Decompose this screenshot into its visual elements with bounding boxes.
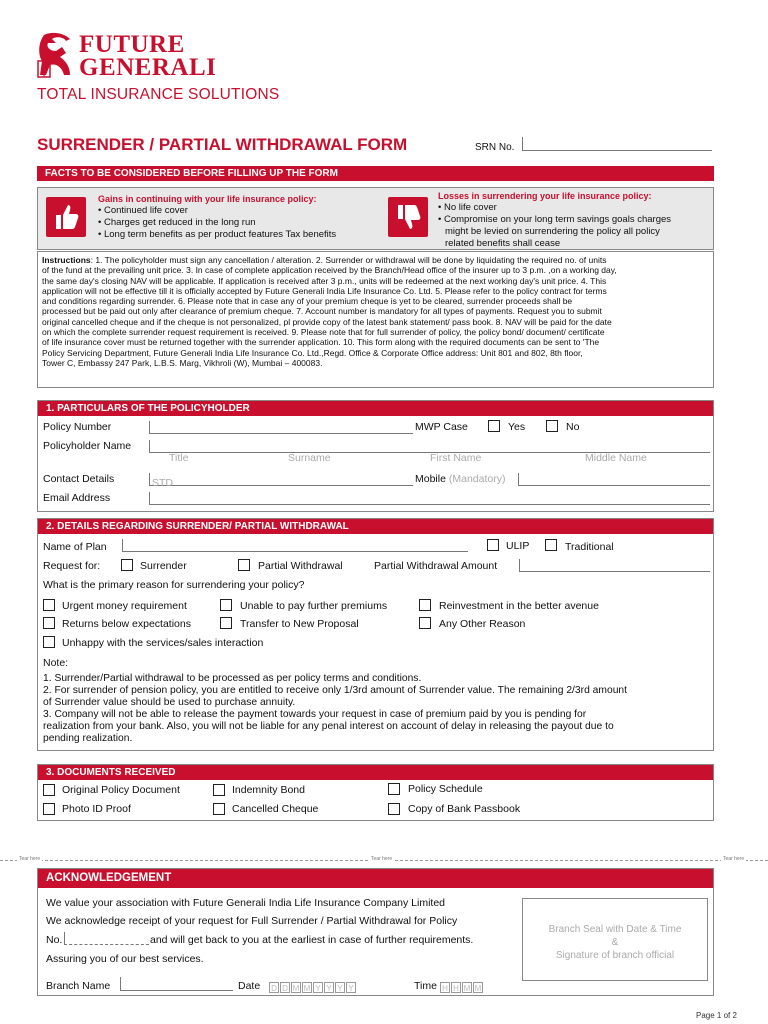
reason-reinvestment-checkbox[interactable] bbox=[419, 599, 431, 611]
form-title: SURRENDER / PARTIAL WITHDRAWAL FORM bbox=[37, 135, 408, 154]
reason-transfer-checkbox[interactable] bbox=[220, 617, 232, 629]
instructions-text: : 1. The policyholder must sign any cancellation / alteration. 2. Surrender or withdrawal will be done by liquidating the required no. of units bbox=[90, 255, 607, 265]
doc-indemnity-checkbox[interactable] bbox=[213, 784, 225, 796]
doc-label: Cancelled Cheque bbox=[232, 803, 319, 815]
acknowledgement-section bbox=[37, 868, 714, 996]
doc-policy-checkbox[interactable] bbox=[43, 784, 55, 796]
mobile-text: Mobile bbox=[415, 473, 446, 485]
pw-amount-label: Partial Withdrawal Amount bbox=[374, 560, 498, 572]
ack-line-4: Assuring you of our best services. bbox=[46, 953, 204, 965]
doc-label: Copy of Bank Passbook bbox=[408, 803, 521, 815]
mwp-case-label: MWP Case bbox=[415, 421, 468, 433]
instructions-line: of the fund at the prevailing unit price. 3. In case of complete application received by the Branch/Head office of the insurer up to 3 p.m. ,on a working day, bbox=[42, 265, 617, 276]
doc-schedule-checkbox[interactable] bbox=[388, 783, 400, 795]
section-surrender-details bbox=[37, 518, 714, 751]
note-label: Note: bbox=[43, 657, 69, 669]
instructions-line: original cancelled cheque and if the cheque is not personalized, pl provide copy of the latest bank statement/ pass book. 8. NAV will be paid for the date bbox=[42, 316, 612, 327]
seal-line: Signature of branch official bbox=[555, 950, 675, 961]
partial-withdrawal-checkbox[interactable] bbox=[238, 559, 250, 571]
srn-label: SRN No. bbox=[475, 142, 515, 153]
mobile-mandatory: (Mandatory) bbox=[448, 473, 506, 485]
date-box: Y bbox=[324, 982, 334, 993]
policy-number-label: Policy Number bbox=[43, 421, 112, 433]
reason-unable-pay-checkbox[interactable] bbox=[220, 599, 232, 611]
losses-block bbox=[438, 190, 671, 250]
brand-tagline: TOTAL INSURANCE SOLUTIONS bbox=[37, 86, 280, 103]
notes-block bbox=[43, 673, 711, 745]
section-3-header: 3. DOCUMENTS RECEIVED bbox=[38, 765, 713, 780]
ack-line-2: We acknowledge receipt of your request for Full Surrender / Partial Withdrawal for Policy bbox=[46, 915, 458, 927]
section-policyholder bbox=[37, 400, 714, 512]
date-box: Y bbox=[335, 982, 345, 993]
time-box: H bbox=[451, 982, 461, 993]
facts-panel bbox=[37, 187, 714, 250]
instructions-line: application will not be effective till it is officially accepted by Future Generali India Life Insurance Co. Ltd. 5. Please refer to the policy contract for terms bbox=[42, 285, 607, 296]
instructions-line bbox=[42, 255, 709, 265]
mwp-no-label: No bbox=[566, 421, 580, 433]
name-part-surname: Surname bbox=[288, 452, 331, 464]
time-input[interactable] bbox=[440, 978, 484, 996]
ack-header: ACKNOWLEDGEMENT bbox=[38, 869, 713, 888]
policy-number-input[interactable] bbox=[149, 421, 413, 434]
reason-label: Transfer to New Proposal bbox=[240, 618, 359, 630]
time-box: H bbox=[440, 982, 450, 993]
date-box: M bbox=[303, 984, 311, 993]
pw-amount-input[interactable] bbox=[519, 559, 710, 572]
reason-urgent-money-checkbox[interactable] bbox=[43, 599, 55, 611]
ack-line-1: We value your association with Future Generali India Life Insurance Company Limited bbox=[46, 897, 446, 909]
ack-line-3: and will get back to you at the earliest in case of further requirements. bbox=[150, 934, 474, 946]
section-1-header: 1. PARTICULARS OF THE POLICYHOLDER bbox=[38, 401, 713, 416]
mwp-no-checkbox[interactable] bbox=[546, 420, 558, 432]
tear-label: Tear here bbox=[371, 856, 393, 862]
doc-label: Policy Schedule bbox=[408, 783, 483, 795]
surrender-label: Surrender bbox=[140, 560, 187, 572]
plan-name-input[interactable] bbox=[122, 539, 468, 552]
reason-unhappy-checkbox[interactable] bbox=[43, 636, 55, 648]
ulip-label: ULIP bbox=[506, 540, 530, 552]
instructions-line: the same day's closing NAV will be applicable. If application is received after 3 p.m., units will be redeemed at the next working day's unit price. 4. This bbox=[42, 275, 607, 286]
instructions-line: processed but be paid out only after clearance of premium cheque. 7. Account number is mandatory for all types of payments. Request you to submit bbox=[42, 306, 602, 317]
mobile-label bbox=[415, 473, 505, 485]
instructions-line: Tower C, Embassy 247 Park, L.B.S. Marg, Vikhroli (W), Mumbai – 400083. bbox=[42, 357, 323, 368]
srn-input[interactable] bbox=[522, 137, 712, 151]
ack-policy-no-label: No. bbox=[46, 934, 63, 946]
mwp-yes-label: Yes bbox=[508, 421, 526, 433]
reason-label: Reinvestment in the better avenue bbox=[439, 600, 599, 612]
note-line: pending realization. bbox=[43, 733, 133, 744]
name-part-first: First Name bbox=[430, 452, 482, 464]
time-box: M bbox=[463, 984, 471, 993]
brand-line-1: FUTURE bbox=[79, 31, 185, 58]
ulip-checkbox[interactable] bbox=[487, 539, 499, 551]
partial-withdrawal-label: Partial Withdrawal bbox=[258, 560, 343, 572]
lion-logo-icon bbox=[36, 31, 76, 83]
surrender-checkbox[interactable] bbox=[121, 559, 133, 571]
instructions-line: on which the complete surrender request requirement is received. 9. Please note that for full surrender of policy, the policy bond/ document/ certificate bbox=[42, 327, 605, 338]
doc-photo-id-checkbox[interactable] bbox=[43, 803, 55, 815]
brand-name bbox=[79, 33, 216, 79]
branch-name-input[interactable] bbox=[120, 977, 233, 991]
doc-label: Original Policy Document bbox=[62, 784, 180, 796]
section-documents bbox=[37, 764, 714, 821]
note-line: 2. For surrender of pension policy, you are entitled to receive only 1/3rd amount of Surrender value. The remaining 2/3rd amount bbox=[43, 685, 628, 696]
contact-details-input[interactable] bbox=[149, 473, 413, 489]
ack-policy-no-input[interactable] bbox=[64, 932, 149, 945]
doc-label: Photo ID Proof bbox=[62, 803, 131, 815]
reason-returns-checkbox[interactable] bbox=[43, 617, 55, 629]
traditional-checkbox[interactable] bbox=[545, 539, 557, 551]
reason-other-checkbox[interactable] bbox=[419, 617, 431, 629]
losses-item: related benefits shall cease bbox=[445, 238, 561, 249]
brand-line-2: GENERALI bbox=[79, 54, 217, 81]
losses-title: Losses in surrendering your life insurance policy: bbox=[438, 191, 652, 201]
note-line: realization from your bank. Also, you will not be liable for any penal interest on account of delay in releasing the payout due to bbox=[43, 721, 614, 732]
gains-item: • Continued life cover bbox=[98, 205, 188, 216]
date-label: Date bbox=[238, 980, 261, 992]
losses-item: • No life cover bbox=[438, 202, 497, 213]
time-label: Time bbox=[414, 980, 437, 992]
doc-cheque-checkbox[interactable] bbox=[213, 803, 225, 815]
instructions-label: Instructions bbox=[42, 255, 91, 265]
date-box: M bbox=[292, 984, 300, 993]
traditional-label: Traditional bbox=[565, 541, 614, 553]
page-number: Page 1 of 2 bbox=[696, 1011, 737, 1020]
instructions-line: Policy Servicing Department, Future Generali India Life Insurance Co. Ltd.,Regd. Office & Corporate Office address: Unit 801 and 802, 8th floor, bbox=[42, 347, 583, 358]
email-input[interactable] bbox=[149, 492, 710, 505]
name-part-middle: Middle Name bbox=[585, 452, 647, 464]
note-line: of Surrender value should be used to purchase annuity. bbox=[43, 697, 296, 708]
facts-header: FACTS TO BE CONSIDERED BEFORE FILLING UP THE FORM bbox=[37, 166, 714, 181]
reason-label: Urgent money requirement bbox=[62, 600, 187, 612]
note-line: 3. Company will not be able to release the payment towards your request in case of premium paid by you is pending for bbox=[43, 709, 587, 720]
request-for-label: Request for: bbox=[43, 560, 101, 572]
time-box: M bbox=[474, 984, 482, 993]
mwp-yes-checkbox[interactable] bbox=[488, 420, 500, 432]
date-input[interactable] bbox=[269, 978, 357, 996]
date-box: D bbox=[280, 982, 290, 993]
section-2-header: 2. DETAILS REGARDING SURRENDER/ PARTIAL WITHDRAWAL bbox=[38, 519, 713, 534]
losses-item: • Compromise on your long term savings goals charges bbox=[438, 214, 672, 225]
reason-label: Returns below expectations bbox=[62, 618, 191, 630]
instructions-line: and conditions regarding surrender. 6. Please note that in case any of your premium cheque is yet to be cleared, surrender proceeds shall be bbox=[42, 296, 573, 307]
reason-label: Any Other Reason bbox=[439, 618, 526, 630]
std-placeholder: STD bbox=[152, 477, 173, 489]
reason-label: Unhappy with the services/sales interaction bbox=[62, 637, 264, 649]
seal-line: Branch Seal with Date & Time bbox=[548, 924, 682, 935]
reason-question: What is the primary reason for surrendering your policy? bbox=[43, 579, 305, 591]
seal-line: & bbox=[611, 937, 619, 948]
branch-seal-box bbox=[522, 898, 708, 981]
policyholder-name-label: Policyholder Name bbox=[43, 440, 132, 452]
tear-label: Tear here bbox=[19, 856, 41, 862]
date-box: D bbox=[269, 982, 279, 993]
date-box: Y bbox=[346, 982, 356, 993]
gains-block bbox=[98, 193, 336, 241]
tear-label: Tear here bbox=[723, 856, 745, 862]
note-line: 1. Surrender/Partial withdrawal to be processed as per policy terms and conditions. bbox=[43, 673, 422, 684]
doc-passbook-checkbox[interactable] bbox=[388, 803, 400, 815]
instructions-block bbox=[37, 251, 714, 388]
thumbs-up-icon bbox=[46, 197, 86, 237]
reason-label: Unable to pay further premiums bbox=[240, 600, 388, 612]
facts-section bbox=[37, 166, 714, 388]
doc-label: Indemnity Bond bbox=[232, 784, 305, 796]
gains-title: Gains in continuing with your life insurance policy: bbox=[98, 194, 317, 204]
date-box: Y bbox=[313, 982, 323, 993]
instructions-line: of life insurance cover must be returned together with the surrender application. 10. This form along with the required documents can be sent to 'The bbox=[42, 337, 600, 348]
name-part-title: Title bbox=[169, 452, 189, 464]
thumbs-down-icon bbox=[388, 197, 428, 237]
branch-name-label: Branch Name bbox=[46, 980, 111, 992]
gains-item: • Long term benefits as per product features Tax benefits bbox=[98, 229, 337, 240]
email-label: Email Address bbox=[43, 492, 111, 504]
plan-name-label: Name of Plan bbox=[43, 541, 107, 553]
contact-details-label: Contact Details bbox=[43, 473, 115, 485]
mobile-input[interactable] bbox=[518, 473, 710, 486]
gains-item: • Charges get reduced in the long run bbox=[98, 217, 256, 228]
losses-item: might be levied on surrendering the policy all policy bbox=[445, 226, 660, 237]
